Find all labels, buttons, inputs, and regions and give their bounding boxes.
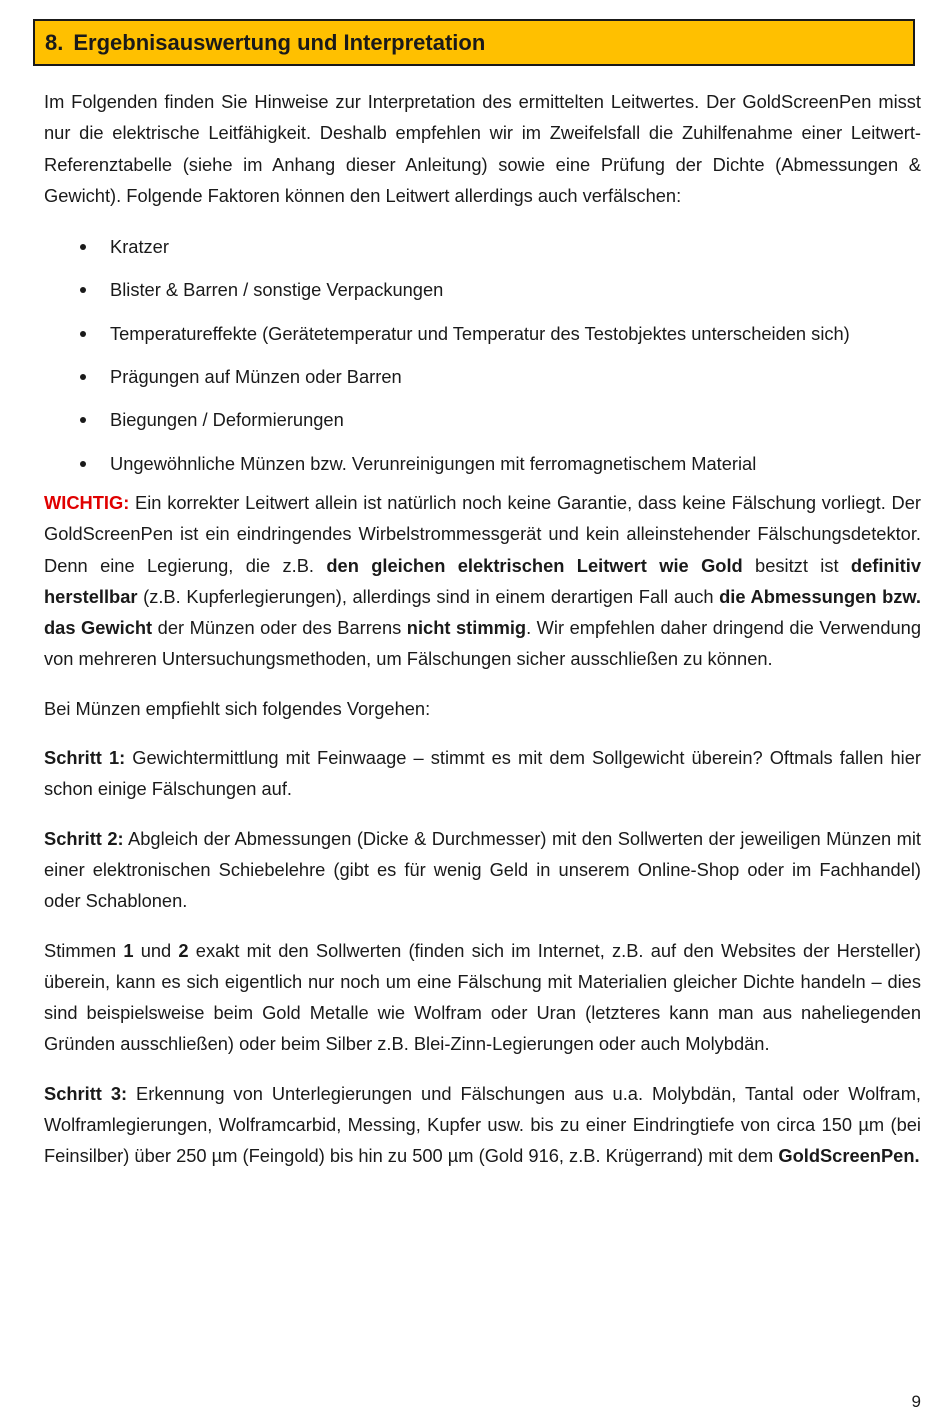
document-body — [44, 86, 921, 1172]
list-item: Prägungen auf Münzen oder Barren — [44, 361, 921, 392]
list-item: Biegungen / Deformierungen — [44, 404, 921, 435]
match-paragraph — [44, 935, 921, 1060]
product-name: GoldScreenPen. — [778, 1145, 920, 1167]
warning-text: . Wir empfehlen daher dringend die Verwendung von mehreren Untersuchungsmethoden, um Fälschungen sicher ausschließen zu können. — [44, 617, 921, 670]
body-text: exakt mit den Sollwerten (finden sich im Internet, z.B. auf den Websites der Hersteller) überein, kann es sich eigentlich nur noch um eine Fälschung mit Materialien gleicher Dichte handeln – dies sind beispielsweise beim Gold Metalle wie Wolfram oder Uran (letzteres kann man aus naheliegenden Gründen ausschließen) oder beim Silber z.B. Blei-Zinn-Legierungen oder auch Molybdän. — [44, 939, 921, 1055]
warning-text: der Münzen oder des Barrens — [152, 617, 407, 639]
warning-text: (z.B. Kupferlegierungen), allerdings sind in einem derartigen Fall auch — [137, 585, 720, 607]
section-number: 8. — [45, 29, 64, 55]
section-heading — [33, 19, 915, 66]
warning-text: Ein korrekter Leitwert allein ist natürlich noch keine Garantie, dass keine Fälschung vorliegt. Der GoldScreenPen ist ein eindringendes Wirbelstrommessgerät und kein alleinstehender Fälschungsdetektor. Denn eine Legierung, die z.B. — [44, 491, 921, 576]
factor-list — [44, 231, 921, 479]
section-title: Ergebnisauswertung und Interpretation — [73, 29, 486, 55]
emphasis-text: den gleichen elektrischen Leitwert wie Gold — [326, 554, 743, 576]
emphasis-text: definitiv herstellbar — [44, 554, 921, 607]
body-text: Stimmen — [44, 939, 124, 961]
step-label: Schritt 2: — [44, 827, 124, 849]
coins-intro: Bei Münzen empfiehlt sich folgendes Vorgehen: — [44, 697, 431, 719]
emphasis-text: nicht stimmig — [406, 617, 527, 639]
step-text: Erkennung von Unterlegierungen und Fälschungen aus u.a. Molybdän, Tantal oder Wolfram, Wolframlegierungen, Wolframcarbid, Messing, Kupfer usw. bis zu einer Eindringtiefe von circa 150 µm (bei Feinsilber) über 250 µm (Feingold) bis hin zu 500 µm (Gold 916, z.B. Krügerrand) mit dem — [44, 1082, 921, 1167]
step-label: Schritt 1: — [44, 747, 126, 769]
page-number: 9 — [911, 1392, 921, 1411]
intro-paragraph: Im Folgenden finden Sie Hinweise zur Interpretation des ermittelten Leitwertes. Der GoldScreenPen misst nur die elektrische Leitfähigkeit. Deshalb empfehlen wir im Zweifelsfall die Zuhilfenahme einer Leitwert-Referenztabelle (siehe im Anhang dieser Anleitung) sowie eine Prüfung der Dichte (Abmessungen & Gewicht). Folgende Faktoren können den Leitwert allerdings auch verfälschen: — [44, 91, 921, 206]
step-3-paragraph — [44, 1078, 921, 1172]
warning-text: besitzt ist — [742, 554, 851, 576]
step-text: Abgleich der Abmessungen (Dicke & Durchmesser) mit den Sollwerten der jeweiligen Münzen mit einer elektronischen Schiebelehre (gibt es für wenig Geld in unserem Online-Shop oder im Fachhandel) oder Schablonen. — [44, 827, 922, 912]
step-label: Schritt 3: — [44, 1082, 128, 1104]
step-ref: 2 — [178, 939, 189, 961]
body-text: und — [133, 939, 179, 961]
list-item: Temperatureffekte (Gerätetemperatur und Temperatur des Testobjektes unterscheiden sich) — [44, 318, 921, 349]
step-2-paragraph — [44, 823, 921, 917]
step-ref: 1 — [123, 939, 134, 961]
list-item: Blister & Barren / sonstige Verpackungen — [44, 274, 921, 305]
list-item: Ungewöhnliche Münzen bzw. Verunreinigungen mit ferromagnetischem Material — [44, 448, 921, 479]
step-text: Gewichtermittlung mit Feinwaage – stimmt es mit dem Sollgewicht überein? Oftmals fallen hier schon einige Fälschungen auf. — [44, 747, 921, 800]
emphasis-text: die Abmessungen bzw. das Gewicht — [44, 585, 921, 639]
warning-paragraph — [44, 487, 921, 675]
step-1-paragraph — [44, 742, 921, 805]
list-item: Kratzer — [44, 231, 921, 262]
warning-label: WICHTIG: — [44, 491, 130, 513]
